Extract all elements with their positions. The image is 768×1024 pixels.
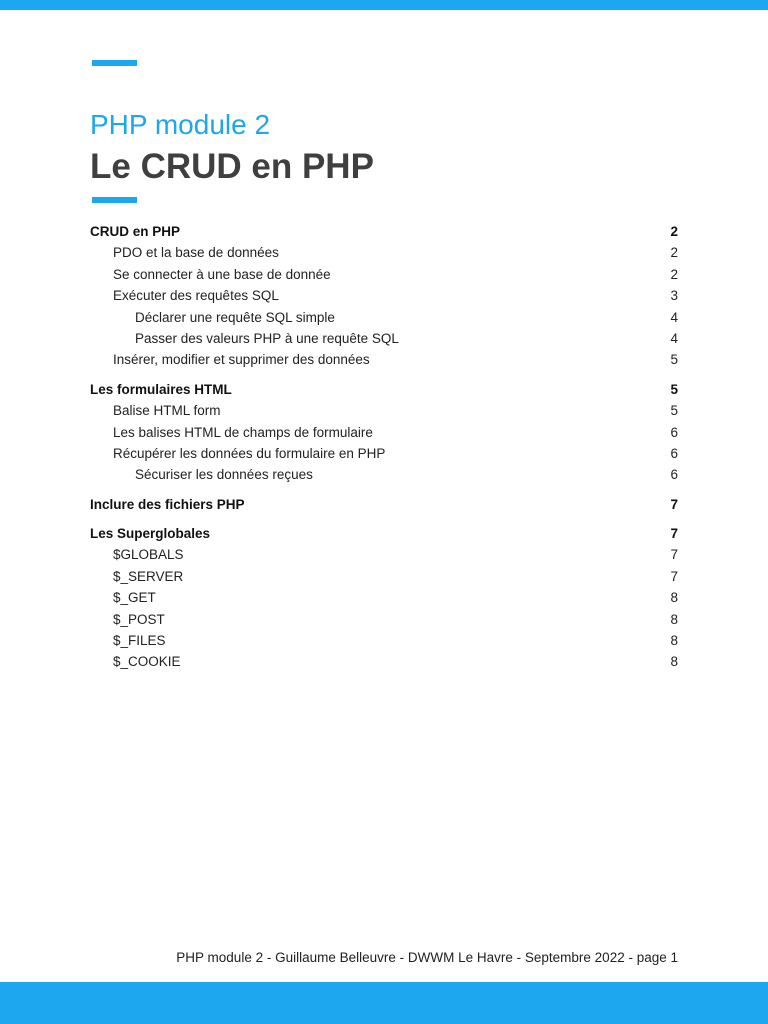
toc-entry-label: Exécuter des requêtes SQL bbox=[113, 288, 279, 304]
toc-entry-level-2[interactable] bbox=[90, 633, 678, 654]
toc-entry-level-3[interactable] bbox=[90, 467, 678, 488]
toc-entry-label: Les Superglobales bbox=[90, 526, 211, 542]
toc-entry-label: Passer des valeurs PHP à une requête SQL bbox=[135, 330, 399, 346]
toc-entry-level-1[interactable] bbox=[90, 497, 678, 518]
top-color-band bbox=[0, 0, 768, 10]
toc-entry-label: $_COOKIE bbox=[113, 654, 181, 670]
toc-entry-label: Inclure des fichiers PHP bbox=[90, 496, 245, 512]
toc-page-number: 7 bbox=[670, 496, 678, 512]
toc-entry-label: $_SERVER bbox=[113, 568, 184, 584]
toc-section bbox=[90, 382, 678, 489]
toc-section bbox=[90, 526, 678, 676]
toc-page-number: 4 bbox=[670, 309, 678, 325]
toc-entry-label: Se connecter à une base de donnée bbox=[113, 266, 331, 282]
toc-entry-level-2[interactable] bbox=[90, 352, 678, 373]
toc-entry-label: Sécuriser les données reçues bbox=[135, 467, 313, 483]
toc-entry-level-2[interactable] bbox=[90, 569, 678, 590]
bottom-color-band bbox=[0, 982, 768, 1024]
toc-entry-level-2[interactable] bbox=[90, 654, 678, 675]
toc-entry-label: Les balises HTML de champs de formulaire bbox=[113, 424, 373, 440]
toc-entry-label: Récupérer les données du formulaire en PHP bbox=[113, 445, 386, 461]
page-footer: PHP module 2 - Guillaume Belleuvre - DWWM Le Havre - Septembre 2022 - page 1 bbox=[176, 950, 678, 965]
toc-entry-level-2[interactable] bbox=[90, 267, 678, 288]
toc-entry-label: Balise HTML form bbox=[113, 403, 221, 419]
toc-page-number: 2 bbox=[670, 224, 678, 239]
toc-entry-label: CRUD en PHP bbox=[90, 224, 181, 239]
toc-page-number: 5 bbox=[670, 403, 678, 419]
toc-page-number: 6 bbox=[670, 467, 678, 483]
toc-page-number: 4 bbox=[670, 330, 678, 346]
toc-entry-label: $_POST bbox=[113, 611, 165, 627]
toc-page-number: 8 bbox=[670, 611, 678, 627]
toc-page-number: 3 bbox=[670, 288, 678, 304]
toc-page-number: 8 bbox=[670, 654, 678, 670]
toc-page-number: 5 bbox=[670, 352, 678, 368]
toc-page-number: 2 bbox=[670, 266, 678, 282]
toc-entry-level-2[interactable] bbox=[90, 590, 678, 611]
toc-page-number: 2 bbox=[670, 245, 678, 261]
toc-entry-level-3[interactable] bbox=[90, 310, 678, 331]
toc-entry-label: $_FILES bbox=[113, 633, 166, 649]
toc-entry-level-2[interactable] bbox=[90, 288, 678, 309]
toc-entry-label: Insérer, modifier et supprimer des données bbox=[113, 352, 370, 368]
toc-entry-level-2[interactable] bbox=[90, 612, 678, 633]
toc-entry-label: $GLOBALS bbox=[113, 547, 184, 563]
toc-entry-label: PDO et la base de données bbox=[113, 245, 279, 261]
toc-entry-level-2[interactable] bbox=[90, 245, 678, 266]
table-of-contents bbox=[90, 224, 678, 676]
toc-section bbox=[90, 497, 678, 518]
toc-entry-level-2[interactable] bbox=[90, 403, 678, 424]
toc-entry-level-1[interactable] bbox=[90, 224, 678, 245]
toc-entry-level-2[interactable] bbox=[90, 547, 678, 568]
document-subtitle: PHP module 2 bbox=[90, 109, 271, 140]
toc-entry-level-1[interactable] bbox=[90, 382, 678, 403]
toc-entry-label: Déclarer une requête SQL simple bbox=[135, 309, 335, 325]
toc-page-number: 7 bbox=[670, 526, 678, 542]
toc-section bbox=[90, 224, 678, 374]
accent-bar-under-title bbox=[92, 197, 137, 203]
toc-page-number: 8 bbox=[670, 633, 678, 649]
toc-entry-level-2[interactable] bbox=[90, 425, 678, 446]
toc-page-number: 7 bbox=[670, 568, 678, 584]
toc-page-number: 7 bbox=[670, 547, 678, 563]
toc-entry-level-2[interactable] bbox=[90, 446, 678, 467]
toc-entry-level-1[interactable] bbox=[90, 526, 678, 547]
toc-page-number: 6 bbox=[670, 445, 678, 461]
toc-entry-level-3[interactable] bbox=[90, 331, 678, 352]
toc-entry-label: Les formulaires HTML bbox=[90, 381, 232, 397]
toc-page-number: 5 bbox=[670, 381, 678, 397]
toc-page-number: 8 bbox=[670, 590, 678, 606]
toc-page-number: 6 bbox=[670, 424, 678, 440]
document-title: Le CRUD en PHP bbox=[90, 147, 374, 186]
accent-bar-top bbox=[92, 60, 137, 66]
toc-entry-label: $_GET bbox=[113, 590, 156, 606]
